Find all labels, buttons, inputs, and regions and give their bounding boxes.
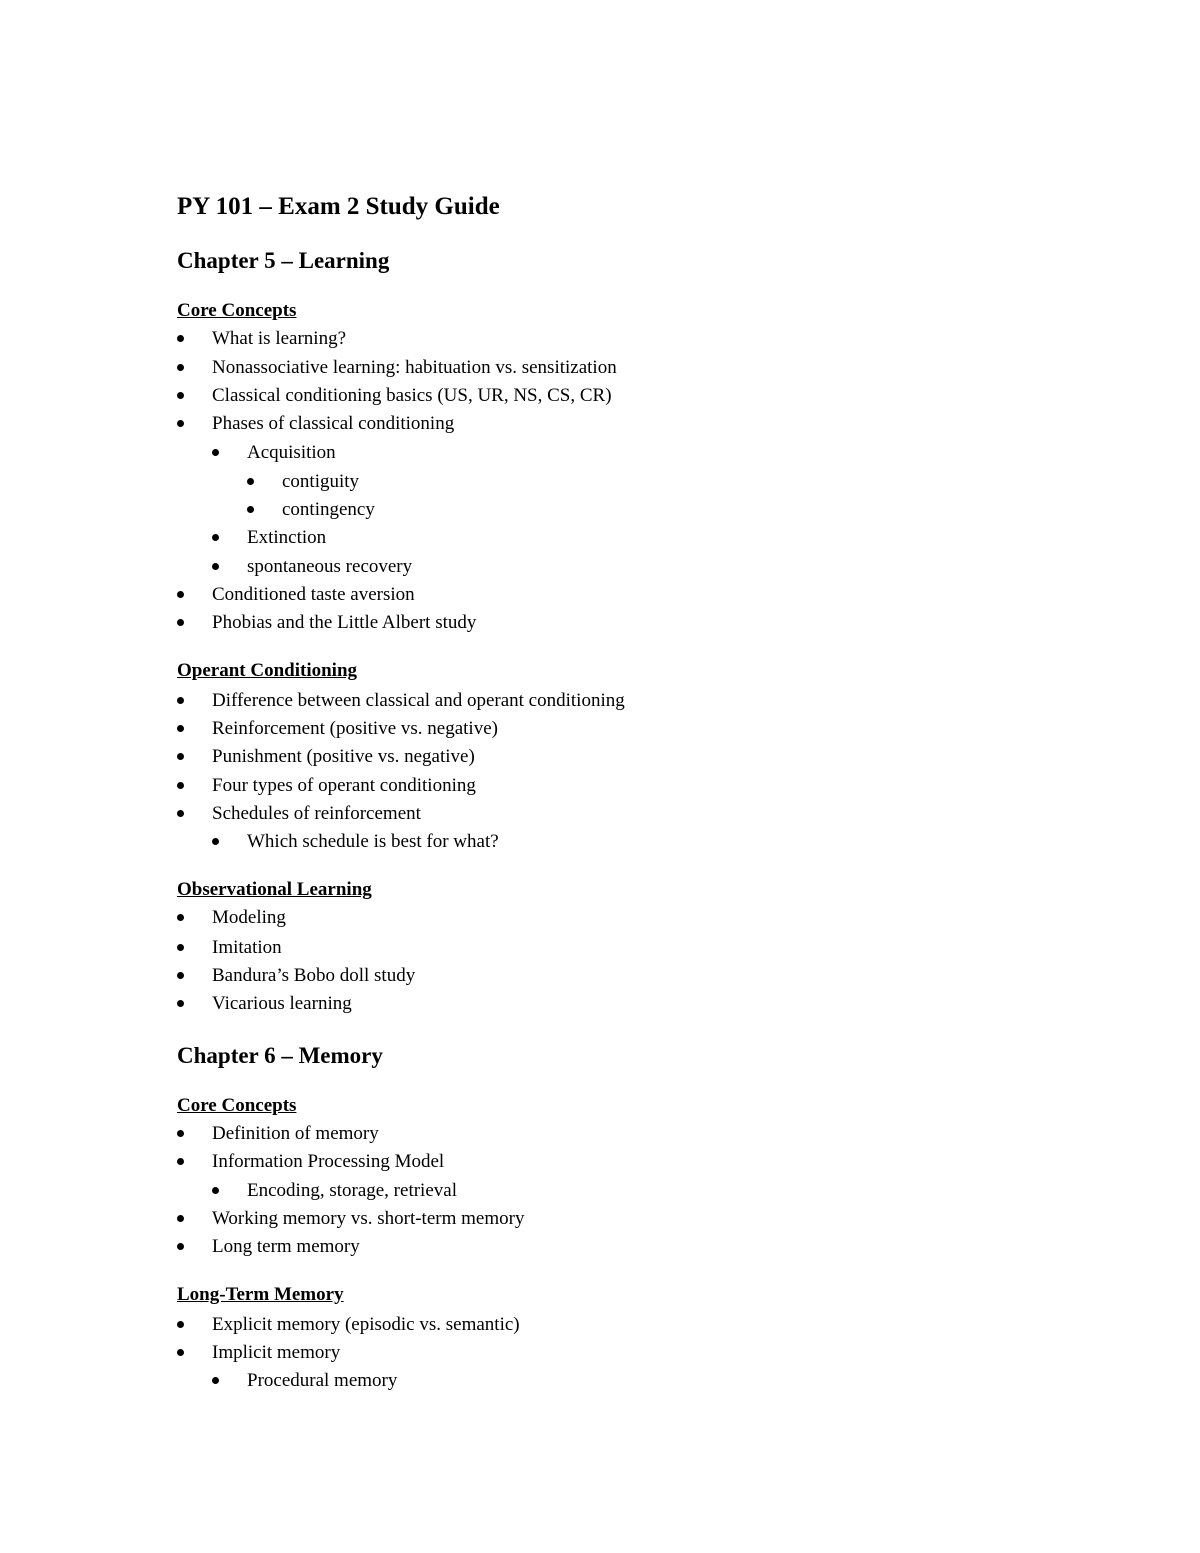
bullet-icon	[177, 1158, 184, 1165]
document-title: PY 101 – Exam 2 Study Guide	[177, 193, 500, 220]
list-item: contingency	[282, 499, 375, 520]
section-heading: Long-Term Memory	[177, 1284, 344, 1305]
section-heading: Core Concepts	[177, 1095, 297, 1116]
list-item: Bandura’s Bobo doll study	[212, 965, 416, 986]
bullet-icon	[177, 1000, 184, 1007]
list-item: Procedural memory	[247, 1370, 398, 1391]
list-item: spontaneous recovery	[247, 556, 413, 577]
list-item: Explicit memory (episodic vs. semantic)	[212, 1314, 520, 1335]
bullet-icon	[247, 506, 254, 513]
list-item: Punishment (positive vs. negative)	[212, 746, 475, 767]
bullet-icon	[177, 697, 184, 704]
list-item: What is learning?	[212, 328, 347, 349]
list-item: Extinction	[247, 527, 327, 548]
bullet-icon	[177, 944, 184, 951]
list-item: Nonassociative learning: habituation vs. sensitization	[212, 357, 617, 378]
bullet-icon	[177, 1243, 184, 1250]
list-item: Phases of classical conditioning	[212, 413, 455, 434]
list-item: Schedules of reinforcement	[212, 803, 421, 824]
list-item: Which schedule is best for what?	[247, 831, 499, 852]
list-item: Definition of memory	[212, 1123, 379, 1144]
list-item: Conditioned taste aversion	[212, 584, 415, 605]
bullet-icon	[177, 782, 184, 789]
chapter-heading: Chapter 6 – Memory	[177, 1043, 383, 1068]
list-item: Information Processing Model	[212, 1151, 445, 1172]
bullet-icon	[177, 1321, 184, 1328]
bullet-icon	[177, 725, 184, 732]
section-heading: Core Concepts	[177, 300, 297, 321]
list-item: Implicit memory	[212, 1342, 341, 1363]
list-item: Long term memory	[212, 1236, 360, 1257]
bullet-icon	[212, 449, 219, 456]
bullet-icon	[177, 753, 184, 760]
list-item: Phobias and the Little Albert study	[212, 612, 477, 633]
bullet-icon	[247, 478, 254, 485]
list-item: Reinforcement (positive vs. negative)	[212, 718, 498, 739]
bullet-icon	[212, 534, 219, 541]
list-item: Encoding, storage, retrieval	[247, 1180, 457, 1201]
bullet-icon	[177, 1130, 184, 1137]
list-item: Difference between classical and operant conditioning	[212, 690, 625, 711]
list-item: Working memory vs. short-term memory	[212, 1208, 525, 1229]
bullet-icon	[177, 810, 184, 817]
list-item: Modeling	[212, 907, 286, 928]
bullet-icon	[212, 838, 219, 845]
bullet-icon	[177, 1349, 184, 1356]
bullet-icon	[177, 914, 184, 921]
list-item: Imitation	[212, 937, 282, 958]
bullet-icon	[212, 1187, 219, 1194]
list-item: Classical conditioning basics (US, UR, NS, CS, CR)	[212, 385, 612, 406]
bullet-icon	[177, 392, 184, 399]
bullet-icon	[177, 1215, 184, 1222]
bullet-icon	[212, 1377, 219, 1384]
bullet-icon	[177, 591, 184, 598]
list-item: Acquisition	[247, 442, 336, 463]
list-item: Four types of operant conditioning	[212, 775, 476, 796]
list-item: Vicarious learning	[212, 993, 352, 1014]
chapter-heading: Chapter 5 – Learning	[177, 248, 390, 273]
section-heading: Operant Conditioning	[177, 660, 358, 681]
list-item: contiguity	[282, 471, 360, 492]
section-heading: Observational Learning	[177, 879, 372, 900]
bullet-icon	[177, 335, 184, 342]
bullet-icon	[177, 420, 184, 427]
bullet-icon	[212, 563, 219, 570]
bullet-icon	[177, 619, 184, 626]
bullet-icon	[177, 972, 184, 979]
bullet-icon	[177, 364, 184, 371]
